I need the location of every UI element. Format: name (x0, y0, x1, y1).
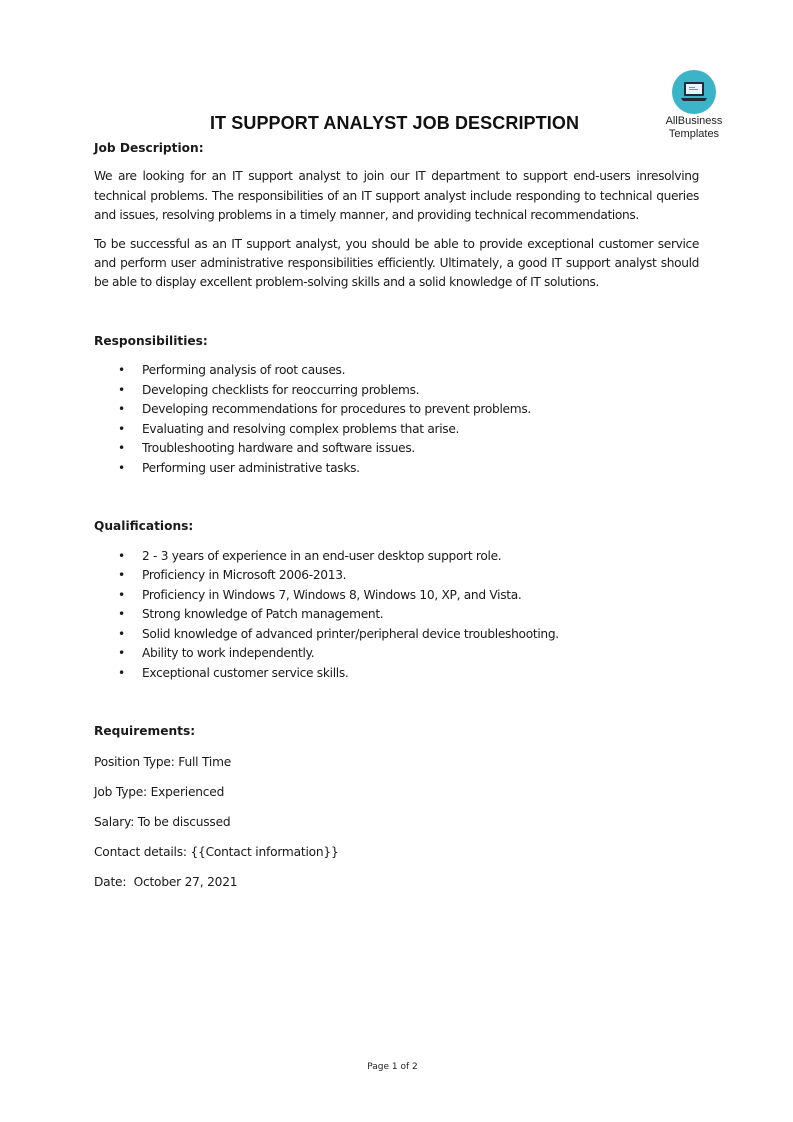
list-item-text: Strong knowledge of Patch management. (142, 607, 384, 622)
bullet: • (118, 626, 125, 641)
contact-details-line: Contact details: {{Contact information}} (94, 844, 339, 859)
document-body (94, 139, 699, 902)
page-number-footer: Page 1 of 2 (367, 1062, 418, 1072)
list-item-text: Evaluating and resolving complex problems that arise. (142, 421, 460, 436)
bullet: • (118, 402, 125, 417)
list-item (94, 586, 699, 606)
bullet: • (118, 460, 125, 475)
document-title: IT SUPPORT ANALYST JOB DESCRIPTION (209, 113, 580, 133)
bullet: • (118, 382, 125, 397)
job-type-line: Job Type: Experienced (94, 784, 225, 799)
list-item-text: Troubleshooting hardware and software issues. (142, 441, 416, 456)
bullet: • (118, 548, 125, 563)
qualifications-heading: Qualifications: (94, 519, 194, 534)
list-item (94, 361, 699, 381)
date-line: Date: October 27, 2021 (94, 874, 238, 889)
responsibilities-heading: Responsibilities: (94, 333, 208, 348)
salary-line: Salary: To be discussed (94, 814, 231, 829)
list-item-text: Solid knowledge of advanced printer/peripheral device troubleshooting. (142, 626, 559, 641)
bullet: • (118, 363, 125, 378)
bullet: • (118, 646, 125, 661)
list-item (94, 420, 699, 440)
bullet: • (118, 607, 125, 622)
list-item (94, 644, 699, 664)
laptop-icon (672, 70, 716, 114)
list-item-text: Developing checklists for reoccurring problems. (142, 382, 420, 397)
list-item (94, 400, 699, 420)
bullet: • (118, 568, 125, 583)
list-item (94, 381, 699, 401)
list-item-text: Proficiency in Microsoft 2006-2013. (142, 568, 347, 583)
list-item (94, 547, 699, 567)
requirements-heading: Requirements: (94, 724, 196, 739)
bullet: • (118, 421, 125, 436)
list-item (94, 459, 699, 479)
list-item (94, 605, 699, 625)
bullet: • (118, 441, 125, 456)
list-item-text: 2 - 3 years of experience in an end-user desktop support role. (142, 548, 502, 563)
logo-text-line2: Templates (668, 128, 720, 140)
list-item-text: Developing recommendations for procedures to prevent problems. (142, 402, 531, 417)
list-item-text: Ability to work independently. (142, 646, 315, 661)
qualifications-list (94, 547, 699, 684)
list-item (94, 625, 699, 645)
logo-text-line1: AllBusiness (665, 115, 723, 127)
list-item-text: Performing user administrative tasks. (142, 460, 360, 475)
bullet: • (118, 587, 125, 602)
bullet: • (118, 665, 125, 680)
job-description-heading: Job Description: (94, 141, 204, 155)
list-item-text: Proficiency in Windows 7, Windows 8, Windows 10, XP, and Vista. (142, 587, 522, 602)
position-type-line: Position Type: Full Time (94, 754, 232, 769)
list-item (94, 566, 699, 586)
responsibilities-list (94, 361, 699, 478)
list-item-text: Performing analysis of root causes. (142, 363, 346, 378)
list-item (94, 439, 699, 459)
list-item (94, 664, 699, 684)
job-description-paragraph-1: We are looking for an IT support analyst to join our IT department to support end-users inresolving technical problems. The responsibilities of an IT support analyst include responding to technical queries and issues, resolving problems in a timely manner, and providing technical recommendations. (94, 169, 699, 223)
job-description-paragraph-2: To be successful as an IT support analyst, you should be able to provide exceptional customer service and perform user administrative responsibilities efficiently. Ultimately, a good IT support analyst should be able to display excellent problem-solving skills and a solid knowledge of IT solutions. (94, 236, 699, 290)
list-item-text: Exceptional customer service skills. (142, 665, 349, 680)
